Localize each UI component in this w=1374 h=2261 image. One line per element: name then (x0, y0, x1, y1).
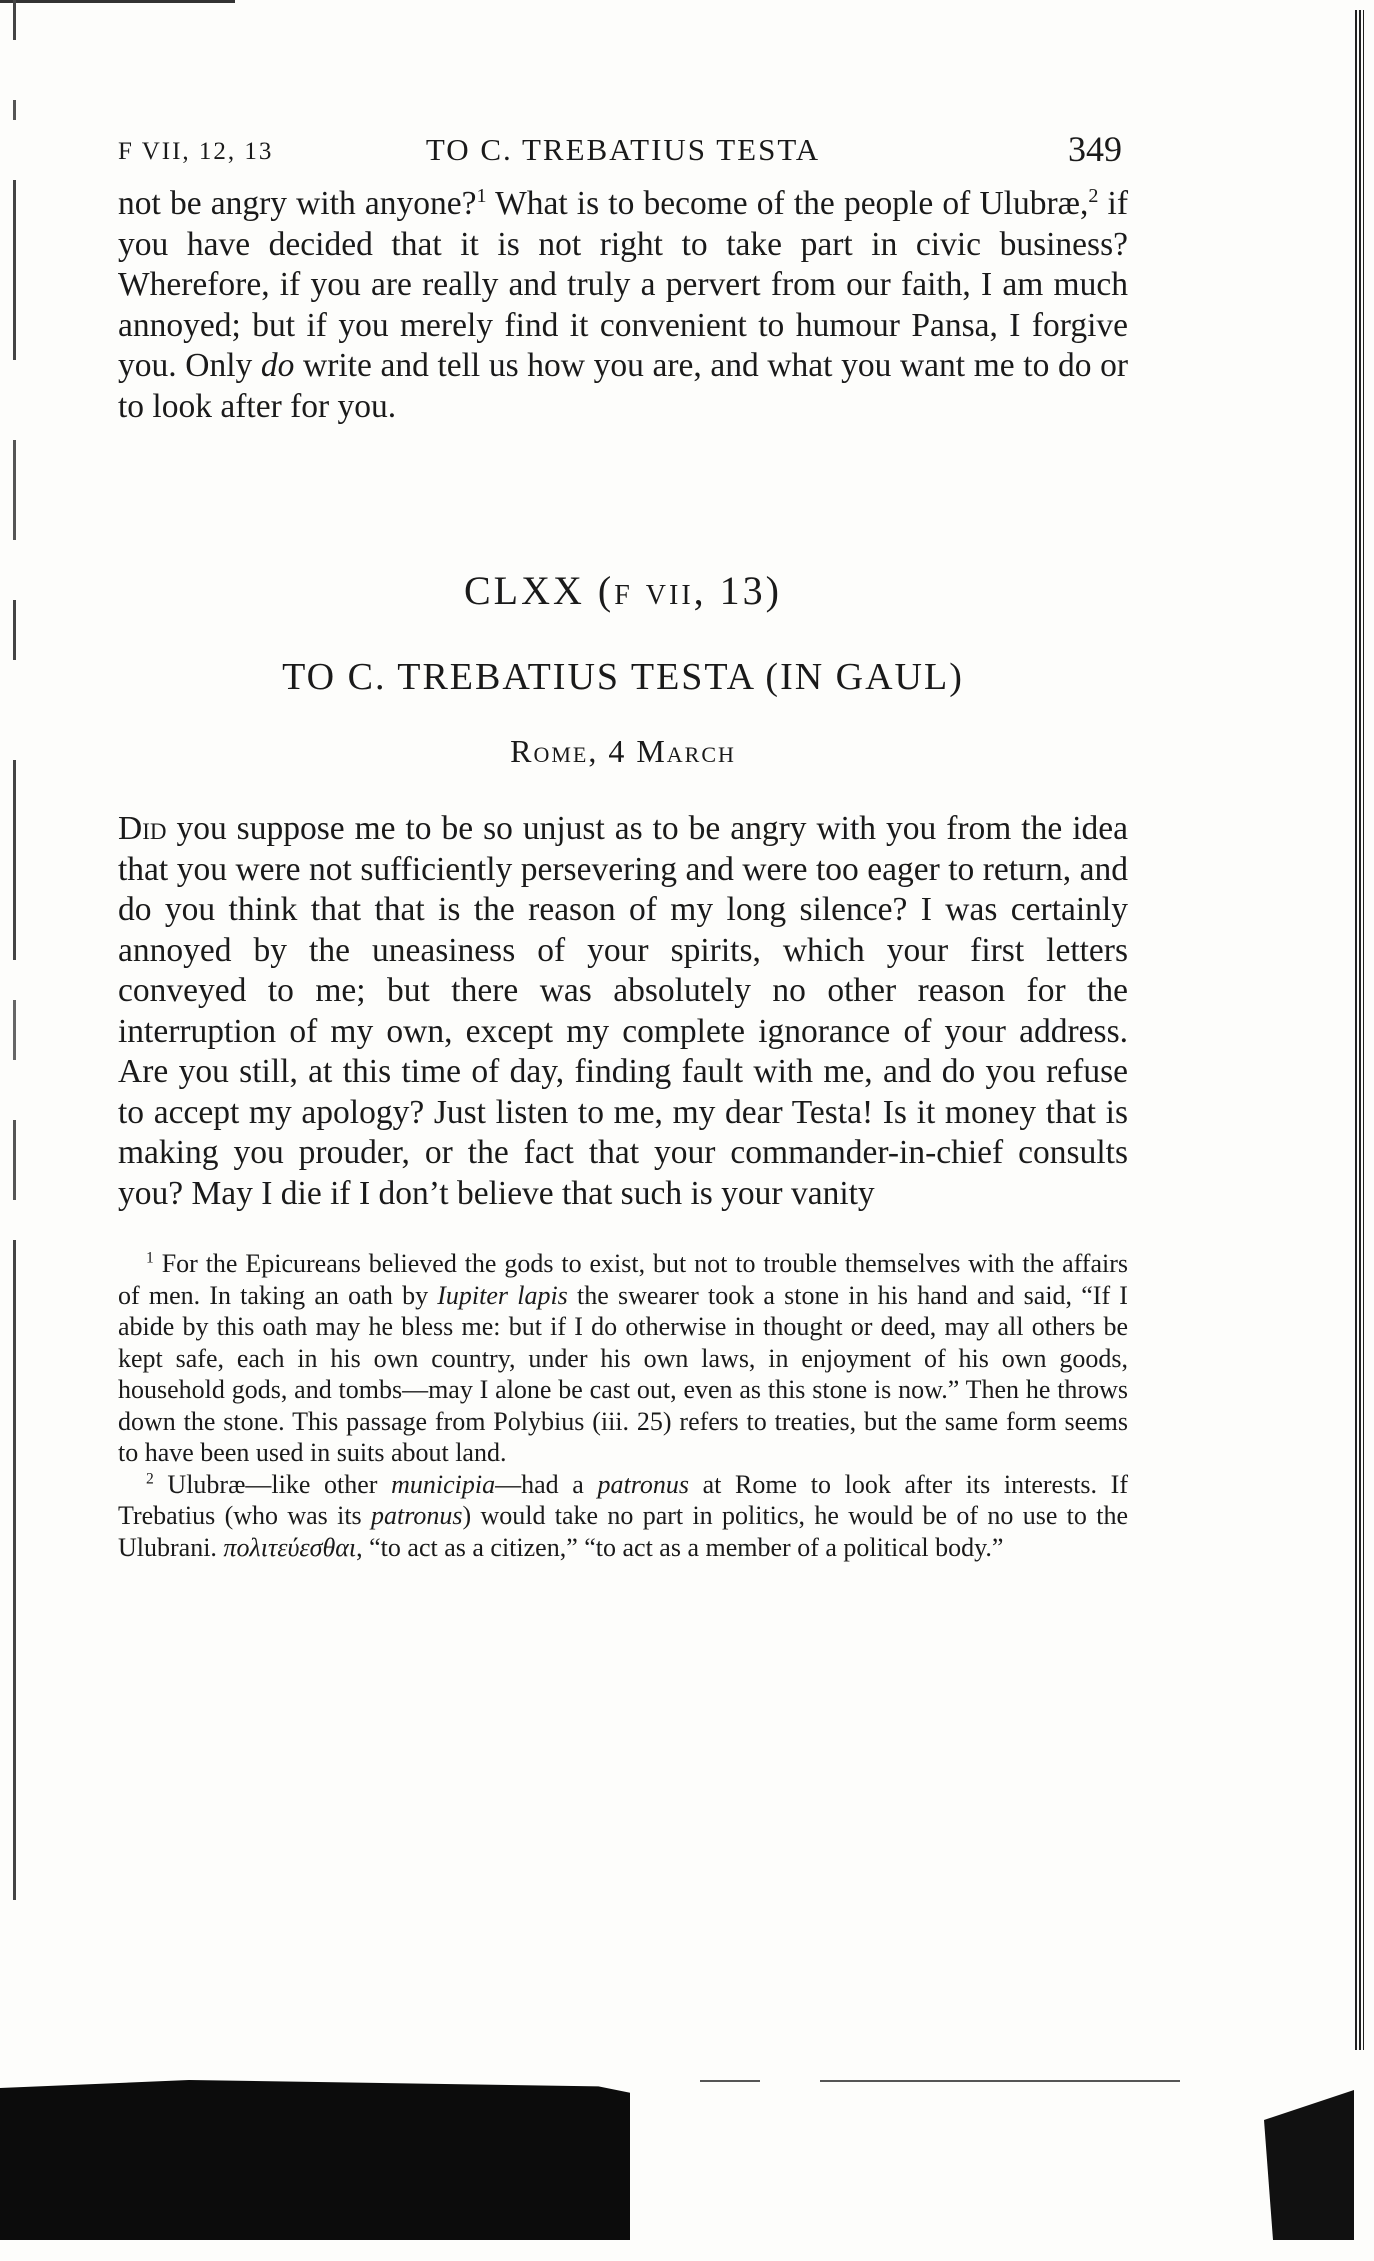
paragraph: not be angry with anyone?$^1$ What is to become of the people of Ulubræ,$^2$ if you have decided that it is not right to take part in civic business? Wherefore, if you are really and truly a pervert from our faith, I am much annoyed; but if you merely find it convenient to humour Pansa, I forgive you. Only do write and tell us how you are, and what you want me to do or to look after for you. (118, 184, 1128, 425)
scan-edge-left (13, 0, 16, 2000)
letter-place-date: Rome, 4 March (510, 733, 736, 769)
footnote-ref: 2 (1088, 184, 1099, 207)
opening-word: Did (118, 810, 167, 847)
book-page (118, 128, 1128, 1563)
running-head-title: TO C. TREBATIUS TESTA (425, 132, 821, 167)
letter-title: TO C. TREBATIUS TESTA (IN GAUL) (282, 656, 964, 698)
scan-artifact (700, 2080, 760, 2082)
letter-number: CLXX (f vii, 13) (464, 568, 782, 613)
paragraph: Did you suppose me to be so unjust as to be angry with you from the idea that you were not sufficiently persevering and were too eager to return, and do you think that that is the reason of my long silence? I was certainly annoyed by the uneasiness of your spirits, which your first letters conveyed to me; but there was absolutely no other reason for the interruption of my own, except my complete ignorance of your address. Are you still, at this time of day, finding fault with me, and do you refuse to accept my apology? Just listen to me, my dear Testa! Is it money that is making you prouder, or the fact that your commander-in-chief consults you? May I die if I don’t believe that such is your vanity (118, 810, 1128, 1212)
footnotes (118, 1248, 1128, 1563)
footnote-1: $^1$ For the Epicureans believed the gods to exist, but not to trouble themselves with the affairs of men. In taking an oath by Iupiter lapis the swearer took a stone in his hand and said, “If I abide by this oath may he bless me: but if I do otherwise in thought or deed, may all others be kept safe, each in his own country, under his own laws, in enjoyment of his own goods, household gods, and tombs—may I alone be cast out, even as this stone is now.” Then he throws down the stone. This passage from Polybius (iii. 25) refers to treaties, but the same form seems to have been used in suits about land. (118, 1249, 1128, 1467)
page-number: 349 (1068, 129, 1122, 169)
preceding-letter-text (118, 184, 1128, 427)
footnote-ref: 1 (476, 184, 487, 207)
scan-edge-right (1355, 10, 1364, 2050)
scan-edge-top (0, 0, 235, 3)
footnote-2: $^2$ Ulubræ—like other municipia—had a patronus at Rome to look after its interests. If Trebatius (who was its patronus) would take no part in politics, he would be of no use to the Ulubrani. πολιτεύεσθαι, “to act as a citizen,” “to act as a member of a political body.” (118, 1469, 1128, 1562)
scan-shadow-bottom-right (1264, 2090, 1354, 2240)
letter-body (118, 809, 1128, 1214)
scan-shadow-bottom-left (0, 2080, 630, 2240)
scan-artifact (820, 2080, 1180, 2082)
running-head-reference: F VII, 12, 13 (118, 138, 274, 165)
running-head (118, 128, 1128, 184)
